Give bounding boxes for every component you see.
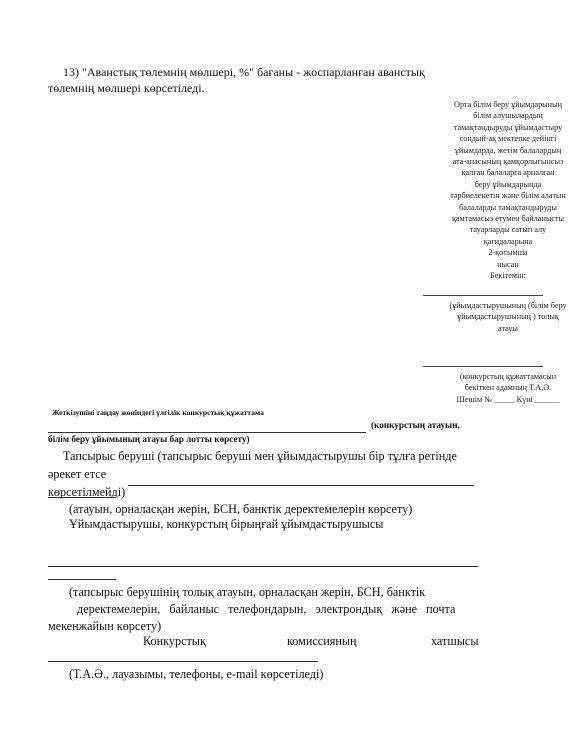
organizer-short-line bbox=[48, 579, 116, 580]
annex-line: ата-анасының қамқорлығынсыз bbox=[452, 157, 564, 167]
annex-line: қамтамасыз етумен байланысты bbox=[451, 214, 565, 224]
annex-line: қaғидаларына bbox=[483, 236, 533, 246]
org-name-caption bbox=[428, 300, 588, 334]
organizer-fill-line bbox=[48, 566, 478, 567]
annex-line: тамақтандыруды ұйымдастыру bbox=[453, 122, 563, 132]
customer-fill-line bbox=[128, 485, 474, 486]
organizer-note-1: (тапсырыс берушінің толық атауын, орналасқан жерін, БСН, банктік bbox=[69, 585, 426, 599]
org-name-line bbox=[423, 295, 543, 296]
org-caption-line: (ұйымдастырушының (білім беру bbox=[449, 301, 567, 310]
organizer-note-3: мекенжайын көрсету) bbox=[48, 619, 162, 633]
organizer-line: Ұйымдастырушы, конкурстың бірыңғай ұйымдастырушысы bbox=[69, 517, 384, 531]
customer-short-line bbox=[48, 497, 116, 498]
approval-line: Шешім № _____ Күні ______ bbox=[456, 394, 560, 404]
customer-line-2: әрекет етсе bbox=[48, 467, 107, 481]
annex-line: сондый-ақ мектепке дейінгі bbox=[459, 134, 557, 144]
secretary-word-1: Конкурстық bbox=[143, 634, 206, 648]
approval-line: (конкурстың құжаттамасын bbox=[459, 372, 557, 381]
secretary-fill-line bbox=[48, 661, 318, 662]
customer-line-3: көрсетілмейді) bbox=[48, 485, 126, 499]
org-caption-line: ұйымдастырушының ) толық bbox=[457, 312, 559, 322]
org-caption-line: атауы bbox=[498, 323, 518, 333]
doc-title: Жеткізушіні таңдау жөніндегі үлгілік конкурстық құжаттама bbox=[52, 408, 264, 417]
annex-line: беру ұйымдарында bbox=[474, 179, 542, 189]
annex-line: балаларды тамақтандыруды bbox=[459, 202, 557, 212]
annex-line: білім алушылардың bbox=[473, 111, 543, 121]
annex-line: 2-қосымша bbox=[488, 248, 528, 258]
annex-line: Орта білім беру ұйымдарының bbox=[454, 100, 562, 109]
customer-note: (атауын, орналасқан жерін, БСН, банктік деректемелерін көрсету) bbox=[69, 502, 413, 516]
annex-line: нысан bbox=[497, 259, 519, 269]
paragraph-13-line-2: төлемнің мөлшері көрсетіледі. bbox=[48, 81, 205, 95]
competition-name-hint: (конкурстың атауын, bbox=[371, 420, 460, 430]
annex-line: тәрбиеленетін және білім алатын bbox=[450, 191, 566, 201]
secretary-word-3: хатшысы bbox=[431, 634, 479, 648]
competition-name-line bbox=[48, 432, 366, 433]
annex-text bbox=[428, 99, 588, 282]
approver-line bbox=[423, 366, 543, 367]
organizer-note-2: деректемелерін, байланыс телефондарын, электрондық және почта bbox=[77, 602, 456, 616]
paragraph-13-line-1: 13) "Аванстық төлемнің мөлшері, %" бағаны - жоспарланған аванстық bbox=[63, 65, 425, 79]
customer-line-1: Тапсырыс беруші (тапсырыс беруші мен ұйымдастырушы бір тұлға ретінде bbox=[63, 449, 457, 463]
annex-line: Бекітемін: bbox=[490, 271, 526, 281]
annex-line: қалған балаларға арналған bbox=[461, 168, 555, 178]
approval-line: бекіткен адамның Т.А.Ә. bbox=[464, 383, 552, 393]
secretary-word-2: комиссияның bbox=[287, 634, 357, 648]
approval-caption bbox=[428, 371, 588, 405]
annex-line: ұйымдарда, жетім балалардың bbox=[454, 145, 562, 155]
competition-name-hint-2: білім беру ұйымының атауы бар лотты көрсету) bbox=[48, 434, 250, 444]
annex-line: тауарларды сатып алу bbox=[469, 225, 547, 235]
secretary-note: (Т.А.Ә., лауазымы, телефоны, e-mail көрсетіледі) bbox=[69, 667, 324, 681]
